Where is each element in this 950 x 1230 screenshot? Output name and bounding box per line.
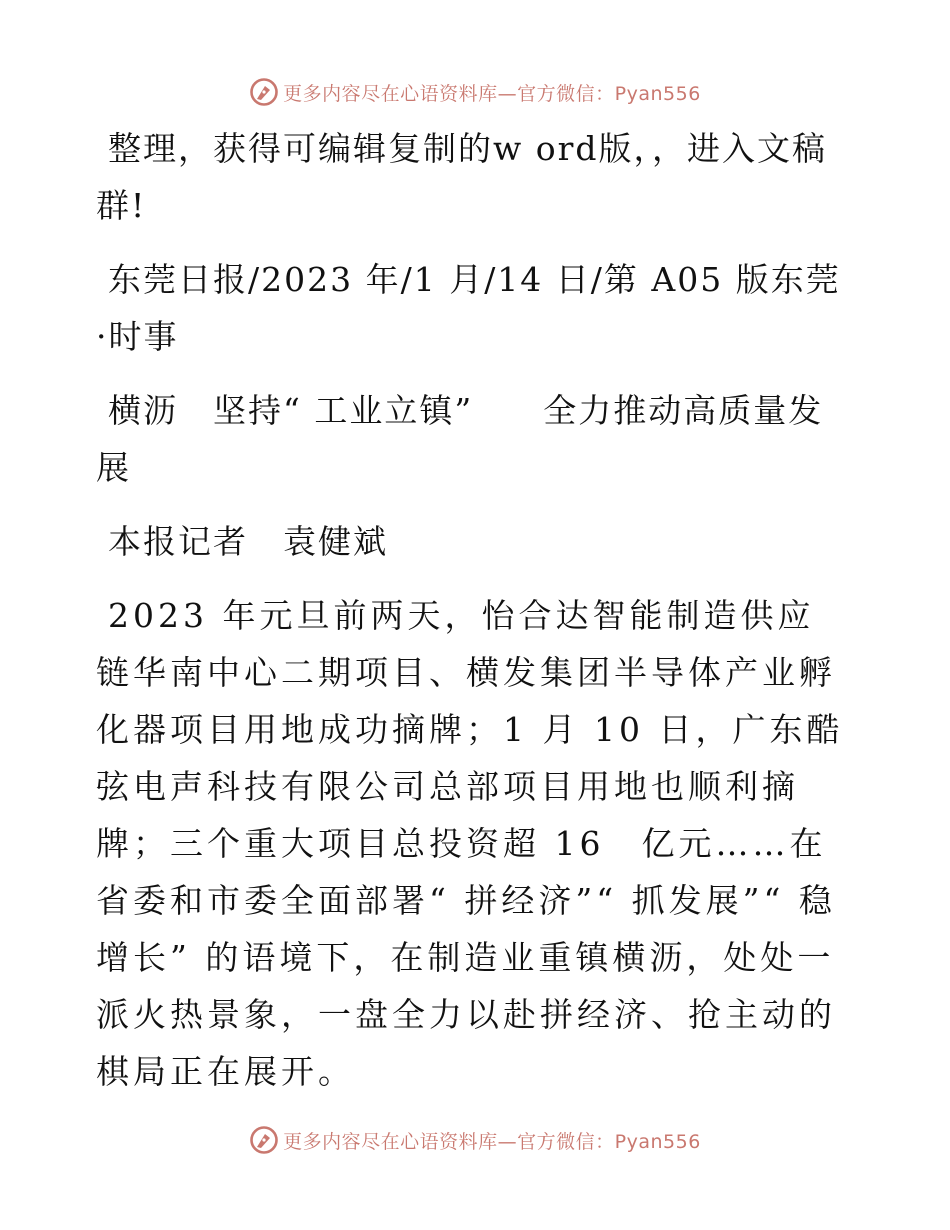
pen-logo-icon [249, 1125, 279, 1155]
article-title: 横沥 坚持“ 工业立镇” 全力推动高质量发展 [96, 391, 824, 487]
document-body [96, 120, 848, 1117]
intro-paragraph: 整理，获得可编辑复制的w ord版，，进入文稿群! [96, 129, 828, 225]
pen-logo-icon [249, 77, 279, 107]
watermark-footer [0, 1120, 950, 1160]
watermark-text: 更多内容尽在心语资料库—官方微信：Pyan556 [283, 82, 701, 105]
watermark-header [0, 72, 950, 112]
body-paragraph: 2023 年元旦前两天，怡合达智能制造供应链华南中心二期项目、横发集团半导体产业孵化器项目用地成功摘牌；1 月 10 日，广东酷弦电声科技有限公司总部项目用地也顺利摘牌；三个重大项目总投资超 16 亿元……在省委和市委全面部署“ 拼经济”“ 抓发展”“ 稳增长” 的语境下，在制造业重镇横沥，处处一派火热景象，一盘全力以赴拼经济、抢主动的棋局正在展开。 [96, 596, 844, 1091]
watermark-footer-content [249, 1125, 701, 1155]
byline: 本报记者 袁健斌 [108, 522, 388, 561]
watermark-text: 更多内容尽在心语资料库—官方微信：Pyan556 [283, 1130, 701, 1153]
source-line: 东莞日报/2023 年/1 月/14 日/第 A05 版东莞·时事 [96, 260, 841, 356]
watermark-header-content [249, 77, 701, 107]
